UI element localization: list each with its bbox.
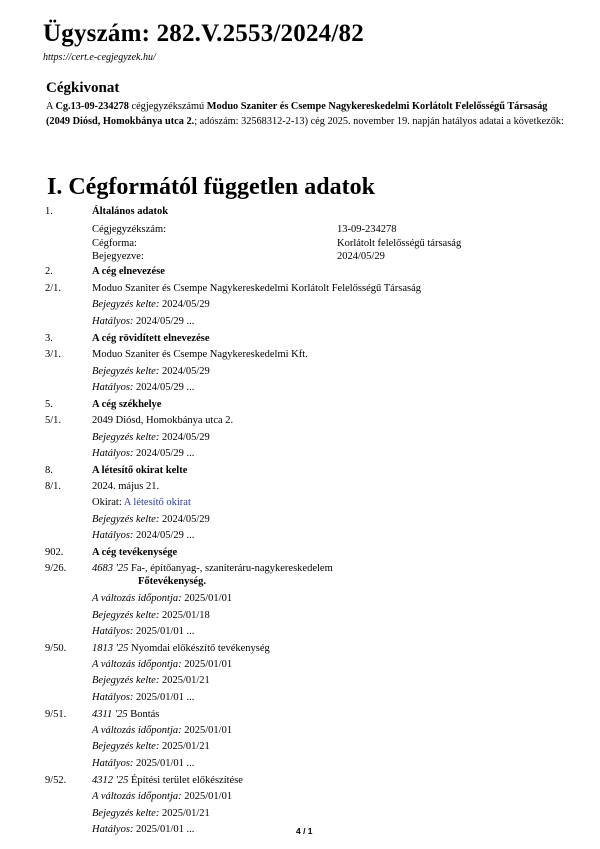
intro-paragraph	[46, 99, 571, 129]
registered-date: 2024/05/29	[161, 366, 210, 377]
change-date: 2025/01/01	[184, 659, 233, 670]
field-value: Korlátolt felelősségű társaság	[337, 238, 462, 249]
activity-code: 1813 '25	[92, 643, 129, 654]
case-number-title: Ügyszám: 282.V.2553/2024/82	[43, 20, 364, 47]
registered-label: Bejegyzés kelte:	[92, 610, 160, 621]
sub-entry-number: 9/26.	[45, 563, 67, 574]
effective-date: 2025/01/01 ...	[136, 758, 195, 769]
intro-text-1: A	[46, 101, 56, 112]
entry-number: 902.	[45, 547, 64, 558]
main-activity-label: Főtevékenység.	[138, 576, 206, 587]
intro-registration-number: Cg.13-09-234278	[55, 101, 129, 112]
field-value: 2024/05/29	[337, 251, 385, 262]
entry-title: A létesítő okirat kelte	[92, 465, 188, 476]
registered-label: Bejegyzés kelte:	[92, 432, 160, 443]
field-label: Cégjegyzékszám:	[92, 224, 167, 235]
registered-label: Bejegyzés kelte:	[92, 514, 160, 525]
registered-date: 2024/05/29	[161, 299, 210, 310]
activity-code: 4311 '25	[92, 709, 128, 720]
founding-document-link[interactable]: A létesítő okirat	[123, 497, 191, 508]
registered-date: 2024/05/29	[161, 432, 210, 443]
effective-date: 2024/05/29 ...	[136, 316, 195, 327]
entry-number: 1.	[45, 206, 53, 217]
effective-label: Hatályos:	[92, 692, 134, 703]
change-date-label: A változás időpontja:	[92, 725, 182, 736]
entry-number: 8.	[45, 465, 53, 476]
entry-value: Moduo Szaniter és Csempe Nagykereskedelmi Kft.	[92, 349, 308, 360]
effective-date: 2025/01/01 ...	[136, 626, 195, 637]
entry-title: A cég rövidített elnevezése	[92, 333, 210, 344]
effective-label: Hatályos:	[92, 316, 134, 327]
intro-company-name: Moduo Szaniter és Csempe Nagykereskedelmi Korlátolt Felelősségű Társaság (2049 Diósd, Homokbánya utca 2.	[46, 101, 548, 127]
change-date-label: A változás időpontja:	[92, 791, 182, 802]
field-label: Bejegyezve:	[92, 251, 144, 262]
change-date-label: A változás időpontja:	[92, 659, 182, 670]
change-date: 2025/01/01	[184, 725, 233, 736]
effective-date: 2025/01/01 ...	[136, 692, 195, 703]
entry-number: 2.	[45, 266, 53, 277]
source-url: https://cert.e-cegjegyzek.hu/	[43, 52, 156, 63]
sub-entry-number: 9/50.	[45, 643, 67, 654]
field-label: Cégforma:	[92, 238, 137, 249]
registered-date: 2025/01/21	[161, 675, 210, 686]
document-heading: Cégkivonat	[46, 80, 120, 96]
entry-number: 5.	[45, 399, 53, 410]
entry-title: A cég elnevezése	[92, 266, 165, 277]
activity-code: 4683 '25	[92, 563, 129, 574]
entry-value: 2024. május 21.	[92, 481, 160, 492]
registered-date: 2025/01/18	[161, 610, 210, 621]
activity-code: 4312 '25	[92, 775, 129, 786]
sub-entry-number: 3/1.	[45, 349, 62, 360]
registered-date: 2025/01/21	[161, 741, 210, 752]
effective-date: 2024/05/29 ...	[136, 530, 195, 541]
effective-label: Hatályos:	[92, 382, 134, 393]
field-value: 13-09-234278	[337, 224, 397, 235]
registered-label: Bejegyzés kelte:	[92, 741, 160, 752]
effective-label: Hatályos:	[92, 530, 134, 541]
entry-value: Moduo Szaniter és Csempe Nagykereskedelmi Korlátolt Felelősségű Társaság	[92, 283, 422, 294]
effective-label: Hatályos:	[92, 626, 134, 637]
registered-label: Bejegyzés kelte:	[92, 366, 160, 377]
entry-title: A cég tevékenysége	[92, 547, 178, 558]
activity-text: Fa-, építőanyag-, szaniteráru-nagykereskedelem	[128, 563, 333, 574]
registered-label: Bejegyzés kelte:	[92, 299, 160, 310]
document-label: Okirat:	[92, 497, 124, 508]
change-date: 2025/01/01	[184, 791, 233, 802]
change-date-label: A változás időpontja:	[92, 593, 182, 604]
page-number: 4 / 1	[296, 826, 313, 836]
sub-entry-number: 9/52.	[45, 775, 67, 786]
effective-date: 2025/01/01 ...	[136, 824, 195, 835]
entry-title: Általános adatok	[92, 206, 169, 217]
activity-text: Nyomdai előkészítő tevékenység	[128, 643, 270, 654]
change-date: 2025/01/01	[184, 593, 233, 604]
activity-text: Építési terület előkészítése	[128, 775, 243, 786]
effective-label: Hatályos:	[92, 824, 134, 835]
registered-date: 2025/01/21	[161, 808, 210, 819]
registered-label: Bejegyzés kelte:	[92, 675, 160, 686]
sub-entry-number: 9/51.	[45, 709, 67, 720]
entry-value: 2049 Diósd, Homokbánya utca 2.	[92, 415, 234, 426]
activity-text: Bontás	[127, 709, 160, 720]
effective-label: Hatályos:	[92, 758, 134, 769]
registered-date: 2024/05/29	[161, 514, 210, 525]
entry-title: A cég székhelye	[92, 399, 162, 410]
sub-entry-number: 2/1.	[45, 283, 62, 294]
sub-entry-number: 5/1.	[45, 415, 62, 426]
effective-label: Hatályos:	[92, 448, 134, 459]
sub-entry-number: 8/1.	[45, 481, 62, 492]
effective-date: 2024/05/29 ...	[136, 382, 195, 393]
intro-text-3: ; adószám: 32568312-2-13) cég 2025. november 19. napján hatályos adatai a következők:	[194, 116, 564, 127]
effective-date: 2024/05/29 ...	[136, 448, 195, 459]
registered-label: Bejegyzés kelte:	[92, 808, 160, 819]
entry-number: 3.	[45, 333, 53, 344]
section-title: I. Cégformától független adatok	[47, 174, 375, 200]
intro-text-2: cégjegyzékszámú	[128, 101, 207, 112]
